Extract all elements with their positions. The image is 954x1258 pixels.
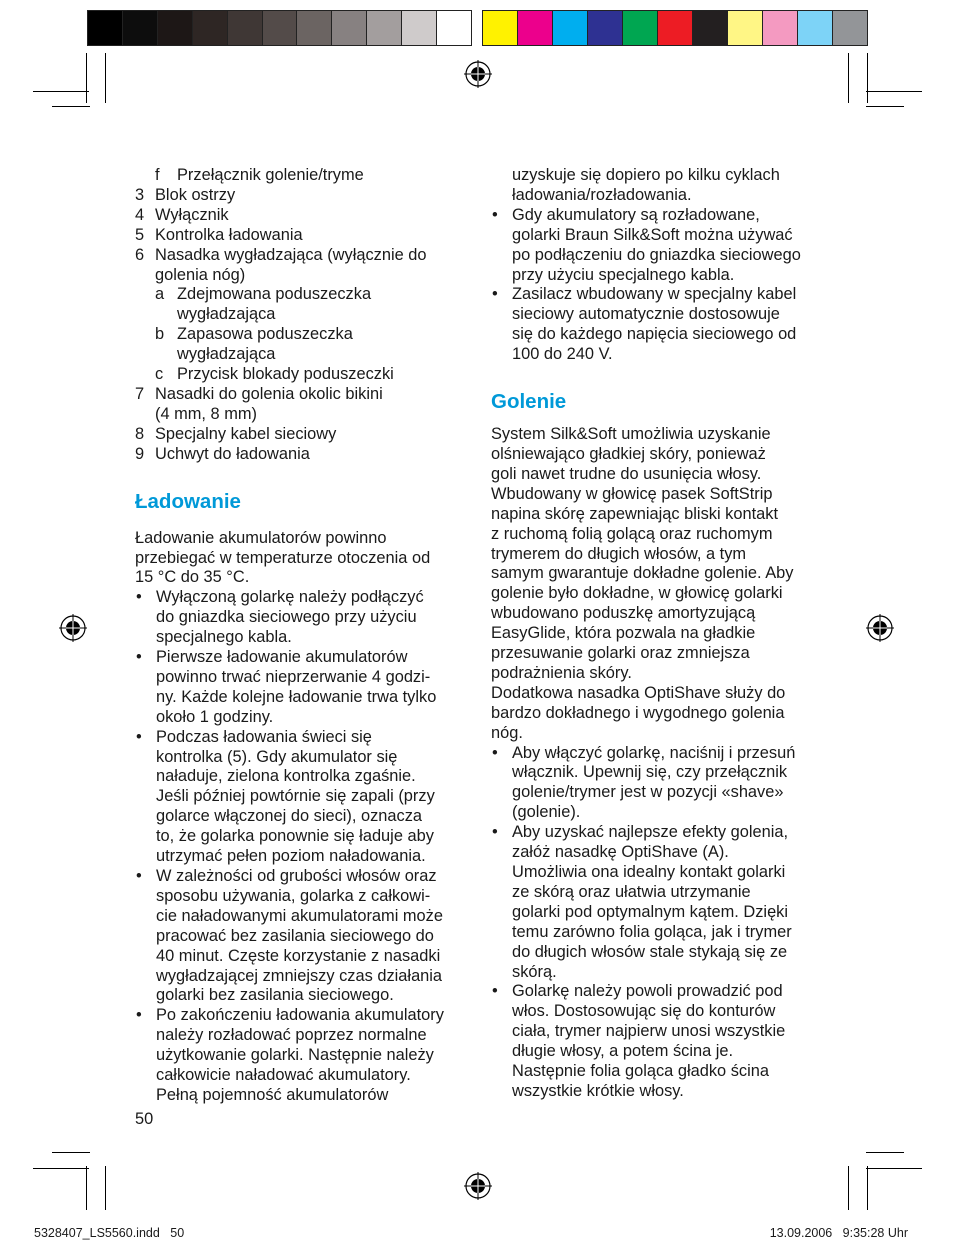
list-item-text: Specjalny kabel sieciowy	[155, 424, 337, 443]
crop-mark	[105, 1166, 106, 1210]
bullet-item	[491, 982, 826, 1101]
color-swatch	[518, 11, 553, 45]
bullet-symbol: •	[136, 867, 142, 885]
list-item-number: 8	[135, 424, 145, 443]
shaving-bullets	[491, 744, 826, 1102]
color-swatch	[833, 11, 867, 45]
shaving-paragraph: System Silk&Soft umożliwia uzyskanie olśniewająco gładkiej skóry, ponieważ goli nawet trudne do usunięcia włosy. Wbudowany w głowicę pasek SoftStrip napina skórę zapewniając bliski kontakt z ruchomą folią golącą oraz ruchomym trymerem do długich włosów, a tym samym gwarantuje dokładne golenie. Aby golenie było dokładne, w głowicę golarki wbudowano poduszkę amortyzującą EasyGlide, która pozwala na gładkie przesuwanie golarki oraz zmniejsza podrażnienia skóry.	[491, 425, 794, 682]
color-swatch	[588, 11, 623, 45]
bullet-symbol: •	[136, 1006, 142, 1025]
optishave-paragraph: Dodatkowa nasadka OptiShave służy do bardzo dokładnego i wygodnego golenia nóg.	[491, 683, 786, 742]
list-item-text: Zapasowa poduszeczka wygładzająca	[177, 325, 353, 364]
list-item	[135, 445, 470, 465]
list-item-number: 5	[135, 225, 145, 244]
list-item-text: Uchwyt do ładowania	[155, 444, 310, 463]
color-swatch	[263, 11, 298, 45]
bullet-symbol: •	[136, 727, 142, 746]
list-item-text: Wyłącznik	[155, 205, 229, 224]
bullet-item	[135, 648, 470, 728]
list-item	[135, 166, 470, 186]
bullet-symbol: •	[492, 823, 498, 842]
section-heading-shaving: Golenie	[491, 390, 567, 414]
list-item-text: Blok ostrzy	[155, 185, 236, 204]
crop-mark	[52, 1152, 90, 1153]
list-item-number: 4	[135, 205, 145, 224]
color-swatch	[88, 11, 123, 45]
color-swatch	[367, 11, 402, 45]
bullet-item	[135, 867, 470, 1006]
color-swatch	[402, 11, 437, 45]
registration-mark-icon	[463, 1171, 493, 1201]
bullet-text: Gdy akumulatory są rozładowane, golarki Braun Silk&Soft można używać po podłączeniu do gniazdka sieciowego przy użyciu specjalnego kabla.	[512, 205, 801, 284]
bullet-text: Podczas ładowania świeci się kontrolka (5). Gdy akumulator się naładuje, zielona kontrolka zgaśnie. Jeśli później powtórnie się zapali (przy golarce włączonej do sieci), oznacza to, że golarka ponownie się ładuje aby utrzymać pełen poziom naładowania.	[156, 727, 435, 866]
list-item-number: f	[155, 166, 160, 184]
color-swatch	[297, 11, 332, 45]
list-item-number: a	[155, 285, 165, 304]
crop-mark	[33, 1168, 89, 1169]
footer-timestamp: 13.09.2006 9:35:28 Uhr	[769, 1226, 908, 1240]
crop-mark	[105, 53, 106, 103]
list-item-text: Zdejmowana poduszeczka wygładzająca	[177, 285, 372, 324]
footer-filename: 5328407_LS5560.indd 50	[34, 1226, 185, 1240]
bullet-text: Aby uzyskać najlepsze efekty golenia, załóż nasadkę OptiShave (A). Umożliwia ona idealny kontakt golarki ze skórą oraz ułatwia utrzymanie golarki pod optymalnym kątem. Dzięki temu zarówno folia goląca, jak i trymer do długich włosów stale stykają się ze skórą.	[512, 823, 792, 981]
charging-bullets	[135, 588, 470, 1106]
parts-list	[135, 166, 470, 465]
registration-mark-icon	[463, 59, 493, 89]
color-swatch	[332, 11, 367, 45]
bullet-text: Golarkę należy powoli prowadzić pod włos. Dostosowując się do konturów ciała, trymer najpierw unosi wszystkie długie włosy, a potem ścina je. Następnie folia goląca gładko ścina wszystkie krótkie włosy.	[512, 982, 786, 1100]
bullet-symbol: •	[492, 982, 498, 1001]
color-swatch	[693, 11, 728, 45]
crop-mark	[86, 1166, 87, 1210]
list-item	[135, 325, 470, 365]
list-item	[135, 285, 470, 325]
crop-mark	[52, 106, 90, 107]
crop-mark	[867, 1166, 868, 1210]
list-item	[135, 246, 470, 286]
crop-mark	[33, 91, 89, 92]
crop-mark	[86, 53, 87, 103]
list-item-text: Przycisk blokady poduszeczki	[177, 365, 394, 384]
list-item	[135, 186, 470, 206]
section-heading-charging: Ładowanie	[135, 489, 241, 513]
bullet-item	[135, 1006, 470, 1106]
list-item	[135, 206, 470, 226]
color-swatch	[553, 11, 588, 45]
bullet-symbol: •	[136, 648, 142, 667]
list-item-number: 6	[135, 245, 145, 264]
bullet-item	[135, 588, 470, 648]
crop-mark	[866, 1152, 904, 1153]
crop-mark	[866, 1168, 922, 1169]
color-swatch	[228, 11, 263, 45]
color-swatch	[728, 11, 763, 45]
bullet-text: Pierwsze ładowanie akumulatorów powinno trwać nieprzerwanie 4 godzi- ny. Każde kolejne ładowanie trwa tylko około 1 godziny.	[156, 648, 437, 726]
bullet-item	[135, 728, 470, 867]
list-item-text: Nasadka wygładzająca (wyłącznie do golenia nóg)	[155, 245, 427, 284]
color-swatch	[437, 11, 471, 45]
bullet-item	[491, 744, 826, 824]
color-swatch	[763, 11, 798, 45]
list-item	[135, 385, 470, 425]
list-item-text: Kontrolka ładowania	[155, 225, 303, 244]
right-column	[491, 166, 826, 1102]
crop-mark	[848, 53, 849, 103]
color-swatch	[158, 11, 193, 45]
registration-mark-icon	[58, 613, 88, 643]
crop-mark	[866, 106, 904, 107]
charging-intro: Ładowanie akumulatorów powinno przebiegać w temperaturze otoczenia od 15 °C do 35 °C.	[135, 528, 431, 587]
bullet-symbol: •	[492, 285, 498, 304]
list-item	[135, 425, 470, 445]
color-bar	[482, 10, 868, 46]
list-item-number: 9	[135, 444, 145, 463]
bullet-symbol: •	[136, 588, 142, 607]
color-swatch	[193, 11, 228, 45]
bullet-text: Aby włączyć golarkę, naciśnij i przesuń włącznik. Upewnij się, czy przełącznik golenie/trymer jest w pozycji «shave» (golenie).	[512, 743, 796, 822]
charging-bullets-continued	[491, 206, 826, 365]
bullet-text: W zależności od grubości włosów oraz sposobu używania, golarka z całkowi- cie naładowanymi akumulatorami może pracować bez zasilania sieciowego do 40 minut. Częste korzystanie z nasadki wygładzającej zmniejszy czas działania golarki bez zasilania sieciowego.	[156, 867, 443, 1005]
bullet-item	[491, 823, 826, 982]
color-swatch	[123, 11, 158, 45]
grayscale-bar	[87, 10, 472, 46]
list-item-text: Nasadki do golenia okolic bikini (4 mm, 8 mm)	[155, 384, 383, 423]
color-swatch	[483, 11, 518, 45]
list-item-number: 3	[135, 185, 145, 204]
list-item	[135, 226, 470, 246]
bullet-text: Po zakończeniu ładowania akumulatory należy rozładować poprzez normalne użytkowanie golarki. Następnie należy całkowicie naładować akumulatory. Pełną pojemność akumulatorów	[156, 1006, 444, 1104]
list-item-number: b	[155, 325, 165, 344]
bullet-text: Wyłączoną golarkę należy podłączyć do gniazdka sieciowego przy użyciu specjalnego kabla.	[156, 588, 424, 647]
list-item-text: Przełącznik golenie/tryme	[177, 166, 364, 184]
crop-mark	[866, 91, 922, 92]
color-swatch	[798, 11, 833, 45]
color-swatch	[658, 11, 693, 45]
bullet-symbol: •	[492, 743, 498, 762]
registration-mark-icon	[865, 613, 895, 643]
page-number: 50	[135, 1110, 154, 1128]
crop-mark	[848, 1166, 849, 1210]
continued-text: uzyskuje się dopiero po kilku cyklach ładowania/rozładowania.	[512, 166, 780, 204]
list-item-number: 7	[135, 384, 145, 403]
crop-mark	[867, 53, 868, 103]
bullet-item	[491, 206, 826, 286]
left-column	[135, 166, 470, 1106]
list-item-number: c	[155, 365, 164, 384]
bullet-text: Zasilacz wbudowany w specjalny kabel sieciowy automatycznie dostosowuje się do każdego napięcia sieciowego od 100 do 240 V.	[512, 285, 797, 364]
color-swatch	[623, 11, 658, 45]
list-item	[135, 365, 470, 385]
bullet-symbol: •	[492, 205, 498, 224]
bullet-item	[491, 285, 826, 365]
